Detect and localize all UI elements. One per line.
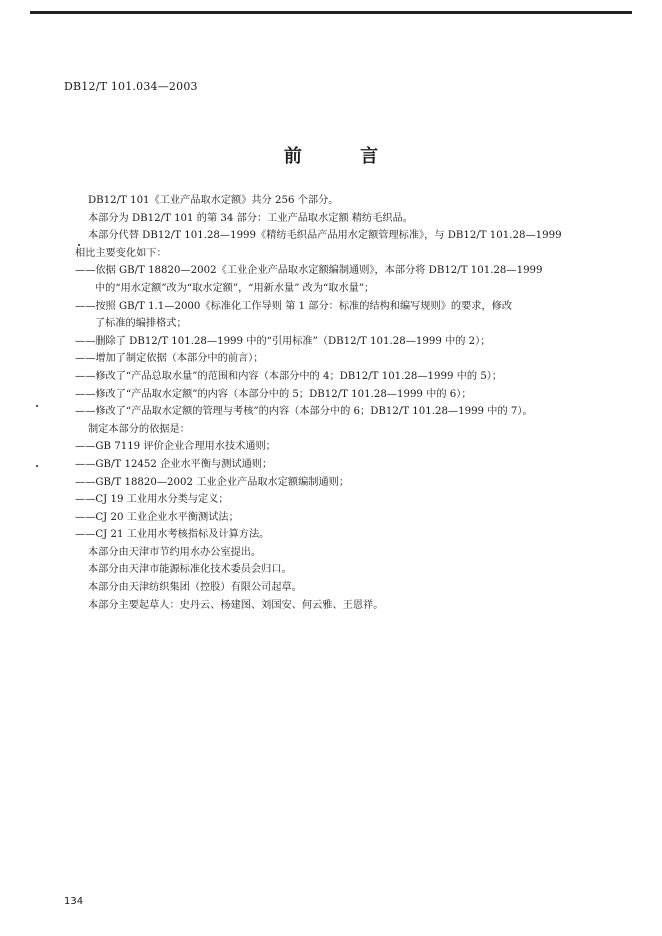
- list-item: ——修改了“产品总取水量”的范围和内容（本部分中的 4；DB12/T 101.28—1999 中的 5）；: [75, 370, 503, 382]
- list-item: ——CJ 19 工业用水分类与定义；: [75, 494, 229, 506]
- list-item: ——GB/T 12452 企业水平衡与测试通则；: [75, 458, 273, 470]
- document-code: DB12/T 101.034—2003: [64, 80, 198, 93]
- list-item: ——依据 GB/T 18820—2002《工业企业产品取水定额编制通则》，本部分将 DB12/T 101.28—1999: [75, 265, 543, 277]
- list-item: ——修改了“产品取水定额”的内容（本部分中的 5；DB12/T 101.28—1999 中的 6）；: [75, 388, 472, 400]
- list-item: ——删除了 DB12/T 101.28—1999 中的“引用标准”（DB12/T 101.28—1999 中的 2）；: [75, 335, 491, 347]
- list-item: ——增加了制定依据（本部分中的前言）；: [75, 353, 264, 365]
- scan-speck: [36, 465, 38, 467]
- list-item-continuation: 了标准的编排格式；: [95, 318, 187, 330]
- scan-speck: [36, 405, 38, 407]
- page-number: 134: [64, 896, 84, 907]
- paragraph: 本部分由天津市节约用水办公室提出。: [88, 546, 262, 558]
- paragraph: 本部分由天津纺织集团（控股）有限公司起草。: [88, 582, 302, 594]
- list-item: ——修改了“产品取水定额的管理与考核”的内容（本部分中的 6；DB12/T 101.28—1999 中的 7）。: [75, 406, 533, 418]
- paragraph: 本部分主要起草人：史丹云、杨建图、刘国安、何云雅、王恩祥。: [88, 599, 384, 611]
- list-item: ——CJ 20 工业企业水平衡测试法；: [75, 511, 239, 523]
- page-title: 前 言: [283, 146, 405, 167]
- list-item: ——GB/T 18820—2002 工业企业产品取水定额编制通则；: [75, 476, 350, 488]
- scan-speck: [78, 244, 80, 246]
- header-rule: [30, 11, 632, 14]
- paragraph: 本部分由天津市能源标准化技术委员会归口。: [88, 564, 292, 576]
- list-item: ——CJ 21 工业用水考核指标及计算方法。: [75, 529, 270, 541]
- paragraph: 制定本部分的依据是：: [88, 423, 190, 435]
- paragraph: 相比主要变化如下：: [75, 247, 167, 259]
- paragraph: 本部分为 DB12/T 101 的第 34 部分：工业产品取水定额 精纺毛织品。: [88, 212, 413, 224]
- list-item-continuation: 中的“用水定额”改为“取水定额”，“用新水量” 改为“取水量”；: [95, 282, 375, 294]
- paragraph: 本部分代替 DB12/T 101.28—1999《精纺毛织品产品用水定额管理标准》，与 DB12/T 101.28—1999: [88, 230, 562, 242]
- paragraph: DB12/T 101《工业产品取水定额》共分 256 个部分。: [88, 195, 339, 206]
- foreword-body: [75, 192, 603, 614]
- list-item: ——GB 7119 评价企业合理用水技术通则；: [75, 441, 276, 453]
- list-item: ——按照 GB/T 1.1—2000《标准化工作导则 第 1 部分：标准的结构和编写规则》的要求，修改: [75, 300, 513, 312]
